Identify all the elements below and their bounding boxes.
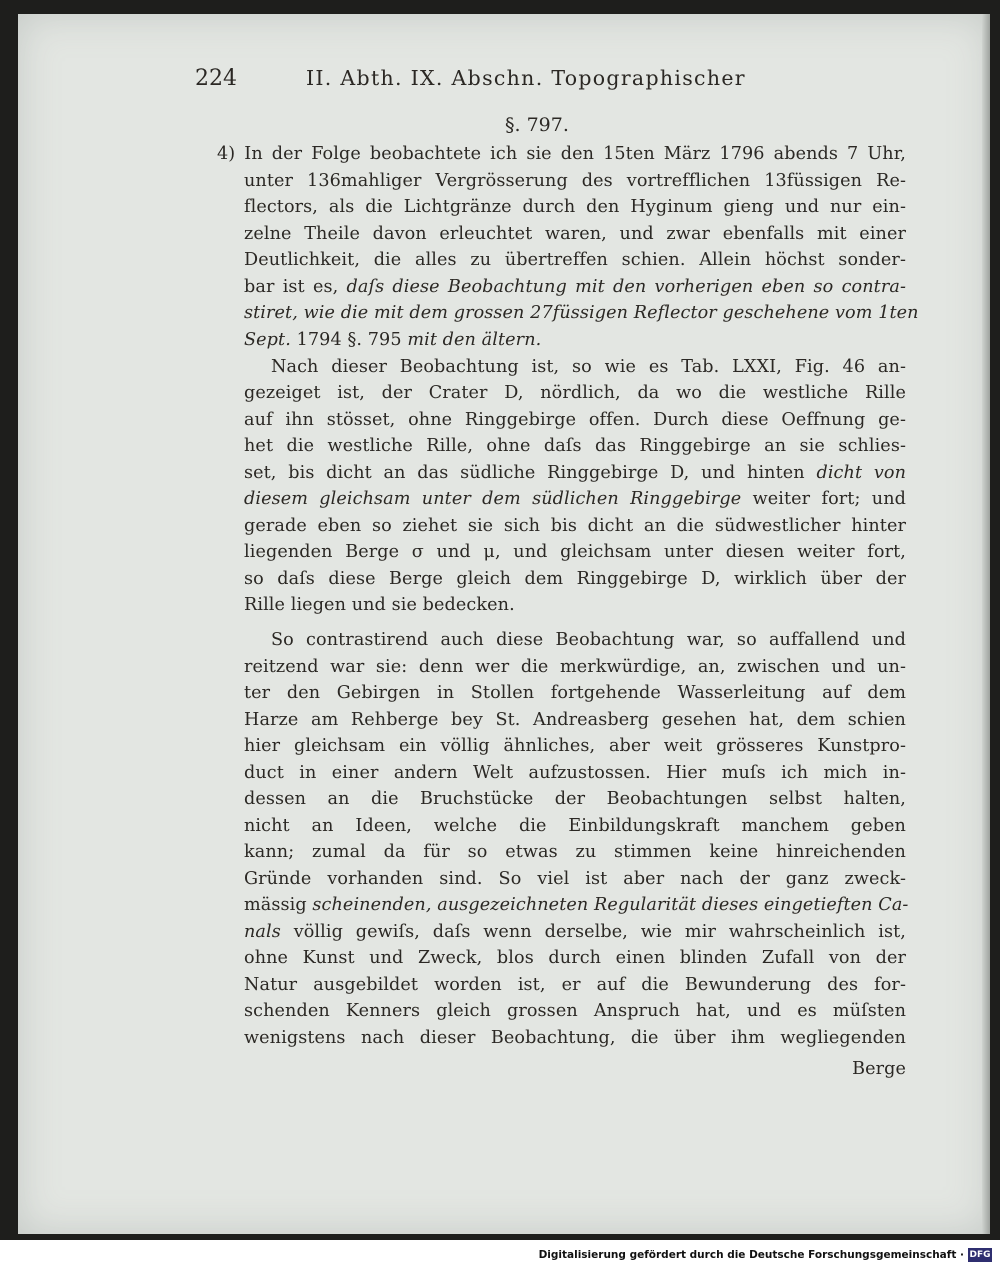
italic-text: stiret, wie die mit dem grossen 27füssigen Reflector geschehene vom 1ten [244, 303, 919, 323]
page-header [195, 66, 765, 100]
text-line [244, 433, 906, 459]
text-line [244, 972, 906, 998]
roman-text: zelne Theile davon erleuchtet waren, und zwar ebenfalls mit einer [244, 224, 906, 244]
roman-text: unter 136mahliger Vergrösserung des vortrefflichen 13füssigen Re- [244, 171, 906, 191]
italic-text: daſs diese Beobachtung mit den vorherigen eben so contra- [346, 277, 906, 297]
roman-text: Gründe vorhanden sind. So viel ist aber nach der ganz zweck- [244, 869, 906, 889]
text-line [244, 892, 909, 918]
roman-text: auf ihn stösset, ohne Ringgebirge offen. Durch diese Oeffnung ge- [244, 410, 906, 430]
footer-credit: Digitalisierung gefördert durch die Deutsche Forschungsgemeinschaft · [538, 1249, 964, 1261]
roman-text: gerade eben so ziehet sie sich bis dicht an die südwestlicher hinter [244, 516, 906, 536]
catchword: Berge [852, 1059, 906, 1079]
roman-text: het die westliche Rille, ohne daſs das Ringgebirge an sie schlies- [244, 436, 906, 456]
text-line [244, 733, 906, 759]
roman-text: nicht an Ideen, welche die Einbildungskraft manchem geben [244, 816, 906, 836]
italic-text: dicht von [816, 463, 907, 483]
text-line [244, 998, 906, 1024]
roman-text: Deutlichkeit, die alles zu übertreffen schien. Allein höchst sonder- [244, 250, 906, 270]
text-line [244, 221, 906, 247]
text-line [244, 1025, 906, 1051]
text-line [244, 194, 906, 220]
roman-text: hier gleichsam ein völlig ähnliches, aber weit grösseres Kunstpro- [244, 736, 906, 756]
roman-text: Nach dieser Beobachtung ist, so wie es Tab. LXXI, Fig. 46 an- [271, 357, 906, 377]
roman-text: So contrastirend auch diese Beobachtung war, so auffallend und [271, 630, 906, 650]
text-line [217, 141, 906, 167]
italic-text: nals [244, 922, 281, 942]
text-line [244, 300, 919, 326]
text-line [244, 460, 906, 486]
roman-text: gezeiget ist, der Crater D, nördlich, da wo die westliche Rille [244, 383, 906, 403]
dfg-logo: DFG [969, 1250, 991, 1260]
text-line [244, 274, 906, 300]
text-line [244, 327, 906, 353]
text-line [244, 839, 906, 865]
roman-text: mässig [244, 895, 313, 915]
italic-text: scheinenden, ausgezeichneten Regularität dieses eingetieften Ca- [312, 895, 909, 915]
text-line [244, 760, 906, 786]
text-line [244, 813, 906, 839]
section-number: §. 797. [505, 114, 569, 136]
text-line [244, 919, 906, 945]
roman-text: 1794 §. 795 [290, 330, 408, 350]
text-line [244, 407, 906, 433]
italic-text: Sept. [244, 330, 291, 350]
text-line [244, 707, 906, 733]
roman-text: reitzend war sie: denn wer die merkwürdige, an, zwischen und un- [244, 657, 906, 677]
text-line [244, 380, 906, 406]
roman-text: dessen an die Bruchstücke der Beobachtungen selbst halten, [244, 789, 906, 809]
page-number: 224 [195, 66, 237, 91]
roman-text: Natur ausgebildet worden ist, er auf die Bewunderung des for- [244, 975, 906, 995]
roman-text: ohne Kunst und Zweck, blos durch einen blinden Zufall von der [244, 948, 906, 968]
italic-text: mit den ältern. [407, 330, 542, 350]
roman-text: Harze am Rehberge bey St. Andreasberg gesehen hat, dem schien [244, 710, 906, 730]
running-head: II. Abth. IX. Abschn. Topographischer [306, 66, 746, 90]
text-line [244, 247, 906, 273]
roman-text: so daſs diese Berge gleich dem Ringgebirge D, wirklich über der [244, 569, 906, 589]
text-line [244, 168, 906, 194]
roman-text: flectors, als die Lichtgränze durch den Hyginum gieng und nur ein- [244, 197, 906, 217]
roman-text: Rille liegen und sie bedecken. [244, 595, 515, 615]
roman-text: schenden Kenners gleich grossen Anspruch hat, und es müſsten [244, 1001, 906, 1021]
text-line [271, 627, 906, 653]
roman-text: wenigstens nach dieser Beobachtung, die über ihm wegliegenden [244, 1028, 906, 1048]
text-line [271, 354, 906, 380]
text-line [244, 786, 906, 812]
roman-text: weiter fort; und [741, 489, 906, 509]
text-line [244, 654, 906, 680]
italic-text: diesem gleichsam unter dem südlichen Ringgebirge [244, 489, 742, 509]
text-line [244, 866, 906, 892]
roman-text: 4) In der Folge beobachtete ich sie den 15ten März 1796 abends 7 Uhr, [217, 144, 906, 164]
roman-text: set, bis dicht an das südliche Ringgebirge D, und hinten [244, 463, 817, 483]
roman-text: völlig gewiſs, daſs wenn derselbe, wie mir wahrscheinlich ist, [280, 922, 906, 942]
text-line [244, 513, 906, 539]
roman-text: kann; zumal da für so etwas zu stimmen keine hinreichenden [244, 842, 906, 862]
text-line [244, 566, 906, 592]
roman-text: duct in einer andern Welt aufzustossen. Hier muſs ich mich in- [244, 763, 906, 783]
roman-text: liegenden Berge σ und μ, und gleichsam unter diesen weiter fort, [244, 542, 906, 562]
text-line [244, 680, 906, 706]
text-line [244, 486, 906, 512]
page-edge [982, 14, 990, 1234]
text-line [244, 539, 906, 565]
roman-text: ter den Gebirgen in Stollen fortgehende Wasserleitung auf dem [244, 683, 906, 703]
text-line [244, 592, 906, 618]
text-line [244, 945, 906, 971]
roman-text: bar ist es, [244, 277, 347, 297]
